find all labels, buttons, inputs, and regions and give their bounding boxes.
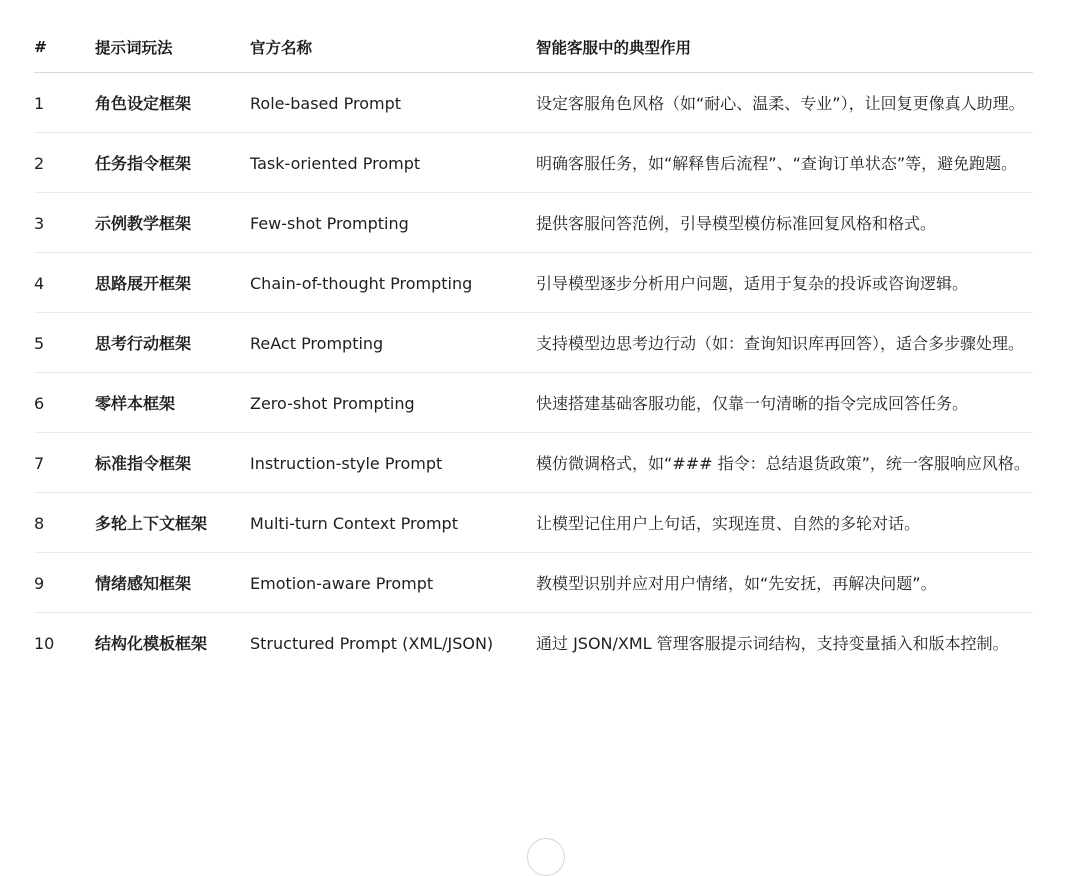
table-row bbox=[34, 193, 1033, 253]
cell-official-name: Chain-of-thought Prompting bbox=[250, 253, 536, 313]
cell-number: 6 bbox=[34, 373, 95, 433]
cell-typical-role: 设定客服角色风格（如“耐心、温柔、专业”），让回复更像真人助理。 bbox=[536, 73, 1033, 133]
cell-method: 多轮上下文框架 bbox=[95, 493, 250, 553]
cell-number: 8 bbox=[34, 493, 95, 553]
cell-official-name: Instruction-style Prompt bbox=[250, 433, 536, 493]
cell-method: 零样本框架 bbox=[95, 373, 250, 433]
cell-method: 标准指令框架 bbox=[95, 433, 250, 493]
cell-official-name: Zero-shot Prompting bbox=[250, 373, 536, 433]
cell-typical-role: 模仿微调格式，如“### 指令：总结退货政策”，统一客服响应风格。 bbox=[536, 433, 1033, 493]
cell-official-name: ReAct Prompting bbox=[250, 313, 536, 373]
table-row bbox=[34, 73, 1033, 133]
header-method: 提示词玩法 bbox=[95, 22, 250, 73]
cell-method: 思路展开框架 bbox=[95, 253, 250, 313]
prompt-methods-table bbox=[34, 22, 1033, 672]
header-number: # bbox=[34, 22, 95, 73]
scroll-down-button[interactable] bbox=[527, 838, 565, 876]
cell-method: 任务指令框架 bbox=[95, 133, 250, 193]
cell-typical-role: 快速搭建基础客服功能，仅靠一句清晰的指令完成回答任务。 bbox=[536, 373, 1033, 433]
table-row bbox=[34, 133, 1033, 193]
cell-typical-role: 通过 JSON/XML 管理客服提示词结构，支持变量插入和版本控制。 bbox=[536, 634, 1009, 653]
cell-method: 情绪感知框架 bbox=[95, 553, 250, 613]
table-row bbox=[34, 433, 1033, 493]
table-row bbox=[34, 373, 1033, 433]
cell-typical-role: 支持模型边思考边行动（如：查询知识库再回答），适合多步骤处理。 bbox=[536, 313, 1033, 373]
cell-official-name: Structured Prompt (XML/JSON) bbox=[250, 634, 494, 653]
cell-number: 1 bbox=[34, 73, 95, 133]
cell-method: 思考行动框架 bbox=[95, 313, 250, 373]
table-body bbox=[34, 73, 1033, 673]
cell-official-name: Task-oriented Prompt bbox=[250, 133, 536, 193]
cell-number: 4 bbox=[34, 253, 95, 313]
cell-official-name: Role-based Prompt bbox=[250, 73, 536, 133]
table-header bbox=[34, 22, 1033, 73]
table-row bbox=[34, 613, 1033, 673]
header-typical-role: 智能客服中的典型作用 bbox=[536, 22, 1033, 73]
table-header-row bbox=[34, 22, 1033, 73]
cell-typical-role: 让模型记住用户上句话，实现连贯、自然的多轮对话。 bbox=[536, 493, 1033, 553]
cell-method: 示例教学框架 bbox=[95, 193, 250, 253]
cell-method: 角色设定框架 bbox=[95, 73, 250, 133]
cell-method: 结构化模板框架 bbox=[95, 634, 208, 653]
cell-number: 2 bbox=[34, 133, 95, 193]
cell-official-name: Few-shot Prompting bbox=[250, 193, 536, 253]
prompt-methods-table-container bbox=[34, 22, 1033, 672]
cell-official-name: Emotion-aware Prompt bbox=[250, 553, 536, 613]
cell-typical-role: 明确客服任务，如“解释售后流程”、“查询订单状态”等，避免跑题。 bbox=[536, 133, 1033, 193]
cell-typical-role: 引导模型逐步分析用户问题，适用于复杂的投诉或咨询逻辑。 bbox=[536, 253, 1033, 313]
cell-number: 9 bbox=[34, 553, 95, 613]
cell-typical-role: 提供客服问答范例，引导模型模仿标准回复风格和格式。 bbox=[536, 193, 1033, 253]
header-official-name: 官方名称 bbox=[250, 22, 536, 73]
cell-number: 7 bbox=[34, 433, 95, 493]
cell-number: 5 bbox=[34, 313, 95, 373]
cell-official-name: Multi-turn Context Prompt bbox=[250, 493, 536, 553]
table-row bbox=[34, 313, 1033, 373]
table-row bbox=[34, 553, 1033, 613]
cell-typical-role: 教模型识别并应对用户情绪，如“先安抚，再解决问题”。 bbox=[536, 553, 1033, 613]
cell-number: 10 bbox=[34, 634, 55, 653]
cell-number: 3 bbox=[34, 193, 95, 253]
table-row bbox=[34, 253, 1033, 313]
table-row bbox=[34, 493, 1033, 553]
